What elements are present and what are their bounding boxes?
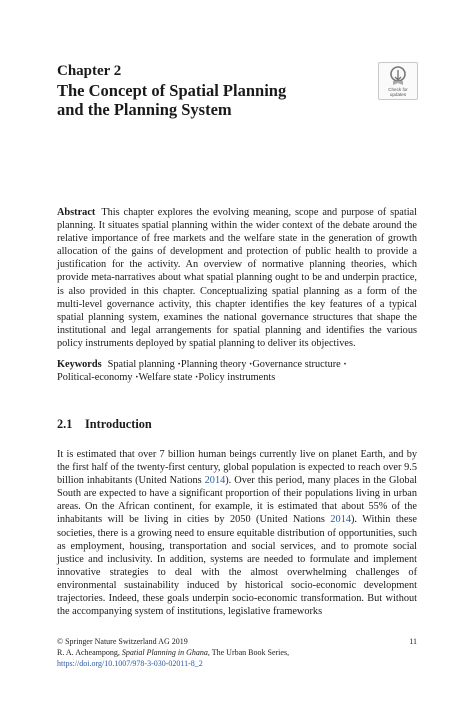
abstract-label: Abstract [57,207,96,218]
page-footer [57,636,417,669]
section-number: 2.1 [57,417,73,431]
body-paragraph [57,448,417,618]
keyword-item: Planning theory · [181,359,253,370]
keyword-item: Spatial planning · [108,359,181,370]
section-title: Introduction [85,417,152,431]
section-heading [57,417,152,432]
chapter-title [57,81,357,119]
author-name: R. A. Acheampong, [57,648,122,657]
citation-line [57,647,417,658]
keyword-item: Welfare state · [139,372,199,383]
badge-line-2: updates [389,92,407,97]
chapter-heading [57,62,357,119]
badge-line-1: Check for [388,87,408,92]
check-for-updates-label [379,87,417,97]
book-series: , The Urban Book Series, [207,648,290,657]
page-number: 11 [409,637,417,646]
body-text-2: ). Over this period, many places in the Global South are expected to have a significant proportion of their populations living in urban areas. On the African continent, for example, it is estimated that about 55% of the inhabitants will be living in cities by 2050 (United Nations [57,475,417,526]
citation-link-2[interactable]: 2014 [330,514,351,526]
chapter-label: Chapter 2 [57,63,122,79]
keyword-item: Political-economy · [57,372,139,383]
copyright-notice: © Springer Nature Switzerland AG 2019 [57,637,188,646]
doi-link[interactable]: https://doi.org/10.1007/978-3-030-02011-8_2 [57,659,203,668]
abstract-text: This chapter explores the evolving meaning, scope and purpose of spatial planning. It situates spatial planning within the wider context of the debate around the relative importance of free markets and the welfare state in the generation of growth allocation of the gains of development and protection of public health to provide a justification for the activity. An overview of normative planning theories, which provide meta-narratives about what spatial planning ought to be and underpin practice, is also provided in this chapter. Conceptualizing spatial planning as a form of the multi-level governance activity, this chapter identifies the key features of a typical spatial planning system, examines the national governance structures that shape the institutional and legal arrangements for spatial planning and identifies the various policy instruments deployed by spatial planning to deliver its objectives. [57,207,417,349]
citation-link-1[interactable]: 2014 [204,475,226,487]
keyword-item: Governance structure · [252,359,346,370]
body-text-3: ). Within these societies, there is a growing need to ensure equitable distribution of opportunities, such as employment, housing, transportation and social services, and to promote social justice and inclusivity. In addition, systems are needed to formulate and implement innovative strategies to deal with the almost overwhelming challenges of environmental sustainability induced by historical socio-economic development trajectories. Indeed, these goals underpin socio-economic transformation. But without the accompanying system of institutions, legislative frameworks [57,514,418,618]
chapter-title-line-1: The Concept of Spatial Planning [57,81,287,100]
keywords [57,358,417,384]
check-for-updates-icon [390,66,406,86]
check-for-updates-button[interactable] [378,62,418,100]
abstract [57,206,417,350]
chapter-title-line-2: and the Planning System [57,100,232,119]
keywords-label: Keywords [57,359,102,370]
keyword-item: Policy instruments [198,372,276,384]
book-title: Spatial Planning in Ghana [121,648,208,657]
body-text-1: It is estimated that over 7 billion human beings currently live on planet Earth, and by the first half of the twenty-first century, global population is expected to reach over 9.5 billion inhabitants (United Nations [57,449,417,487]
